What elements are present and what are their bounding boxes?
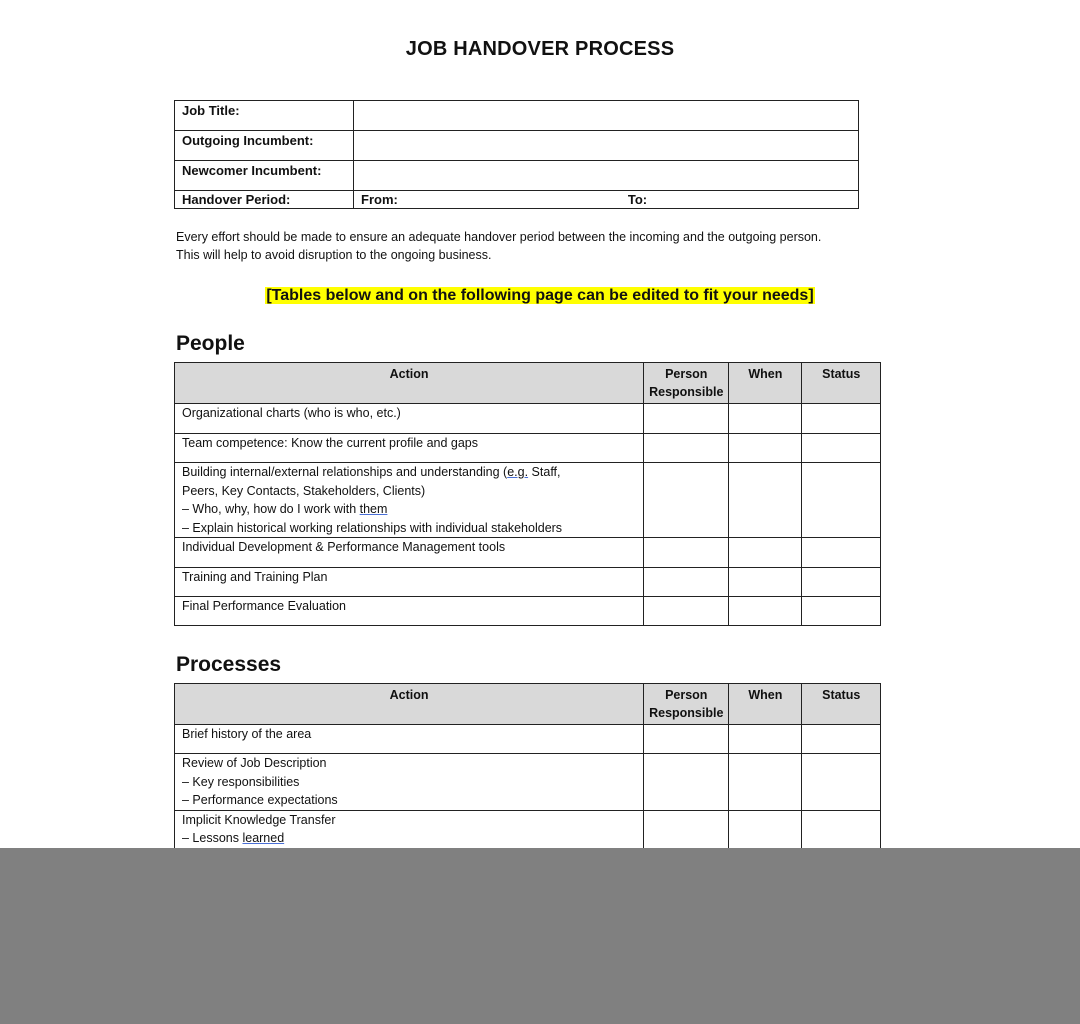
when-cell[interactable] (729, 434, 802, 463)
table-row (175, 568, 881, 597)
action-cell[interactable]: Training and Training Plan (175, 568, 644, 597)
action-cell[interactable]: Team competence: Know the current profile and gaps (175, 434, 644, 463)
person-responsible-column-header (644, 363, 729, 404)
status-column-header: Status (802, 684, 881, 725)
action-line: Peers, Key Contacts, Stakeholders, Clients) (182, 483, 426, 498)
intro-paragraph (176, 228, 896, 264)
intro-line: This will help to avoid disruption to the ongoing business. (176, 248, 492, 262)
status-cell[interactable] (802, 434, 881, 463)
action-cell[interactable] (175, 754, 644, 811)
when-cell[interactable] (729, 597, 802, 626)
table-row (175, 131, 859, 161)
highlighted-note (0, 287, 1080, 305)
table-row (175, 404, 881, 434)
action-cell[interactable]: Organizational charts (who is who, etc.) (175, 404, 644, 434)
action-column-header: Action (175, 684, 644, 725)
status-column-header: Status (802, 363, 881, 404)
table-row (175, 434, 881, 463)
intro-line: Every effort should be made to ensure an adequate handover period between the incoming and the outgoing person. (176, 230, 822, 244)
when-cell[interactable] (729, 754, 802, 811)
action-column-header: Action (175, 363, 644, 404)
status-cell[interactable] (802, 754, 881, 811)
action-cell[interactable]: Individual Development & Performance Management tools (175, 538, 644, 568)
person-cell[interactable] (644, 463, 729, 538)
header-line: Person (665, 367, 708, 381)
handover-period-field[interactable] (354, 191, 859, 209)
person-cell[interactable] (644, 434, 729, 463)
when-column-header: When (729, 684, 802, 725)
table-row (175, 597, 881, 626)
person-cell[interactable] (644, 404, 729, 434)
header-line: Responsible (649, 385, 724, 399)
table-row (175, 101, 859, 131)
outgoing-incumbent-field[interactable] (354, 131, 859, 161)
newcomer-incumbent-label: Newcomer Incumbent: (175, 161, 354, 191)
job-title-field[interactable] (354, 101, 859, 131)
document-title: JOB HANDOVER PROCESS (405, 38, 675, 60)
table-row (175, 191, 859, 209)
processes-heading: Processes (176, 653, 282, 676)
proofing-underline: learned (242, 831, 285, 845)
when-cell[interactable] (729, 568, 802, 597)
action-line: – Key responsibilities (182, 774, 300, 789)
person-cell[interactable] (644, 725, 729, 754)
action-line: – Explain historical working relationships with individual stakeholders (182, 520, 563, 535)
header-line: Person (665, 688, 708, 702)
action-cell[interactable] (175, 463, 644, 538)
table-row (175, 725, 881, 754)
when-cell[interactable] (729, 538, 802, 568)
handover-period-label: Handover Period: (175, 191, 354, 209)
job-title-label: Job Title: (175, 101, 354, 131)
table-header-row (175, 684, 881, 725)
action-line: – Lessons learned (182, 831, 285, 845)
action-cell[interactable]: Brief history of the area (175, 725, 644, 754)
action-line: Building internal/external relationships and understanding (e.g. Staff, (182, 465, 561, 479)
action-line: – Performance expectations (182, 793, 338, 807)
person-cell[interactable] (644, 597, 729, 626)
proofing-underline: e.g. (507, 465, 529, 479)
action-line: – Who, why, how do I work with them (182, 502, 388, 516)
status-cell[interactable] (802, 568, 881, 597)
status-cell[interactable] (802, 725, 881, 754)
people-table (174, 362, 881, 626)
when-cell[interactable] (729, 725, 802, 754)
from-label: From: (361, 192, 398, 207)
action-cell[interactable]: Final Performance Evaluation (175, 597, 644, 626)
table-row (175, 538, 881, 568)
gray-overlay-band (0, 848, 1080, 1024)
table-row (175, 463, 881, 538)
person-cell[interactable] (644, 754, 729, 811)
to-label: To: (627, 192, 648, 207)
when-cell[interactable] (729, 404, 802, 434)
table-row (175, 754, 881, 811)
when-column-header: When (729, 363, 802, 404)
table-row (175, 161, 859, 191)
outgoing-incumbent-label: Outgoing Incumbent: (175, 131, 354, 161)
status-cell[interactable] (802, 404, 881, 434)
when-cell[interactable] (729, 463, 802, 538)
header-line: Responsible (649, 706, 724, 720)
person-responsible-column-header (644, 684, 729, 725)
processes-table (174, 683, 881, 871)
newcomer-incumbent-field[interactable] (354, 161, 859, 191)
person-cell[interactable] (644, 568, 729, 597)
person-cell[interactable] (644, 538, 729, 568)
table-header-row (175, 363, 881, 404)
proofing-underline: them (359, 502, 388, 516)
job-info-table (174, 100, 859, 209)
status-cell[interactable] (802, 538, 881, 568)
action-line: Implicit Knowledge Transfer (182, 812, 336, 827)
highlighted-note-text: [Tables below and on the following page can be edited to fit your needs] (266, 287, 814, 304)
status-cell[interactable] (802, 597, 881, 626)
people-heading: People (176, 332, 245, 355)
action-line: Review of Job Description (182, 756, 327, 770)
status-cell[interactable] (802, 463, 881, 538)
